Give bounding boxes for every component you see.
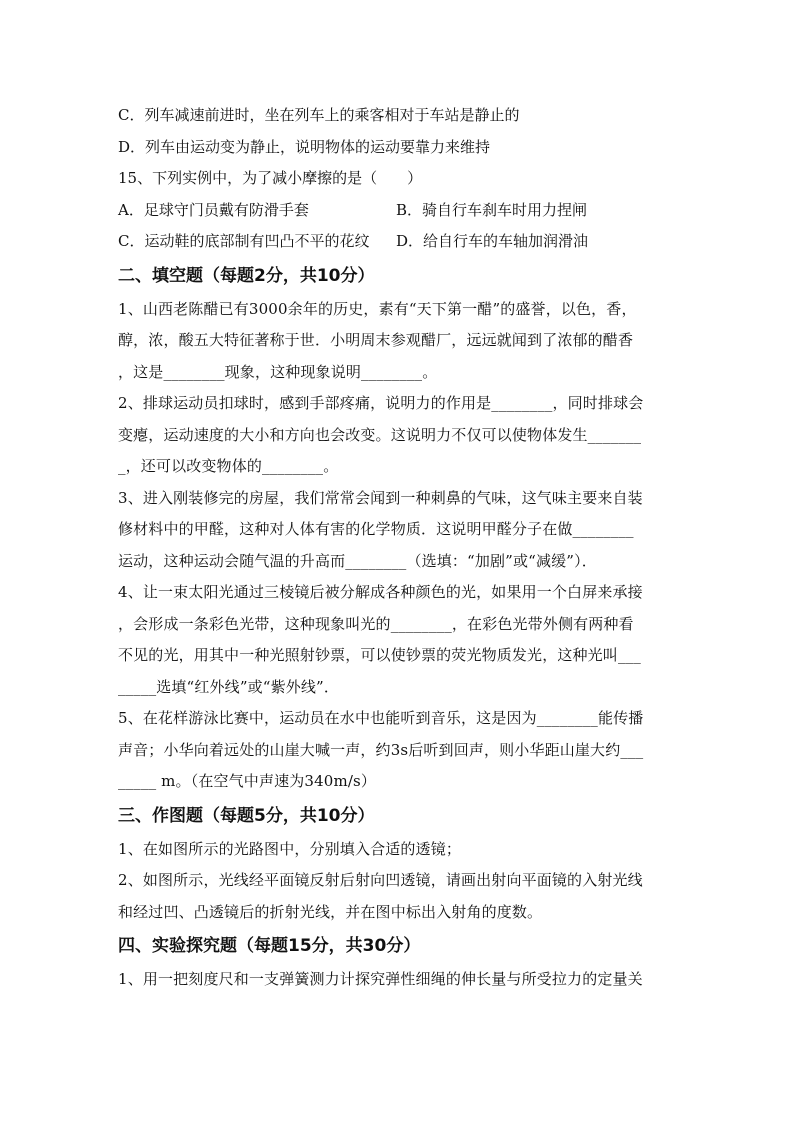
section3-q2 [118,865,678,928]
section3-title: 三、作图题（每题5分，共10分） [118,805,375,826]
section2-q4-line: 4、让一束太阳光通过三棱镜后被分解成各种颜色的光，如果用一个白屏来承接 [118,583,643,601]
section2-q3-line: 3、进入刚装修完的房屋，我们常常会闻到一种刺鼻的气味，这气味主要来自装 [118,488,643,507]
section2-q1-line: 1、山西老陈醋已有3000余年的历史，素有“天下第一醋”的盛誉，以色，香， [118,299,637,318]
section2-title: 二、填空题（每题2分，共10分） [118,265,375,286]
section2-q4-line: 不见的光，用其中一种光照射钞票，可以使钞票的荧光物质发光，这种光叫___ [118,646,641,664]
section3-q2-line: 2、如图所示，光线经平面镜反射后射向凹透镜，请画出射向平面镜的入射光线 [118,871,643,889]
q15-option-a: A．足球守门员戴有防滑手套 [118,200,309,219]
q14-option-c: C．列车减速前进时，坐在列车上的乘客相对于车站是静止的 [118,106,520,124]
q15-options-ab [118,195,678,227]
section2-q1-line: 醇，浓，酸五大特征著称于世．小明周末参观醋厂，远远就闻到了浓郁的醋香 [118,331,634,349]
section3-q1-line: 1、在如图所示的光路图中，分别填入合适的透镜； [118,839,461,858]
section2-q4 [118,577,678,703]
q15-option-b: B．骑自行车刹车时用力捏闸 [396,200,588,219]
section2-q2 [118,388,678,483]
section2-q5 [118,703,678,798]
section2-q1 [118,294,678,389]
section2-q5-line: 声音；小华向着远处的山崖大喊一声，约3s后听到回声，则小华距山崖大约___ [118,740,644,759]
q15-stem: 15、下列实例中，为了减小摩擦的是（ ） [118,169,423,187]
q15-option-d: D．给自行车的车轴加润滑油 [396,232,589,250]
section2-q3 [118,483,678,578]
section4-q1-line: 1、用一把刻度尺和一支弹簧测力计探究弹性细绳的伸长量与所受拉力的定量关 [118,970,643,988]
section2-q4-line: ，会形成一条彩色光带，这种现象叫光的________，在彩色光带外侧有两种看 [118,614,634,633]
section2-q2-line: 2、排球运动员扣球时，感到手部疼痛，说明力的作用是________，同时排球会 [118,394,644,412]
section2-q2-line: _，还可以改变物体的________。 [118,457,339,475]
section2-q3-line: 修材料中的甲醛，这种对人体有害的化学物质．这说明甲醛分子在做________ [118,520,634,538]
section4-title: 四、实验探究题（每题15分，共30分） [118,936,421,956]
section2-q1-line: ，这是________现象，这种现象说明________。 [118,362,438,381]
section4-q1 [118,964,678,996]
section2-q3-line: 运动，这种运动会随气温的升高而________（选填：“加剧”或“减缓”）． [118,551,597,570]
section2-q5-line: 5、在花样游泳比赛中，运动员在水中也能听到音乐，这是因为________能传播 [118,709,644,727]
section2-q4-line: _____选填“红外线”或“紫外线”． [118,677,340,696]
section2-q5-line: _____ m。（在空气中声速为340m/s） [118,772,377,790]
section2-q2-line: 变瘪，运动速度的大小和方向也会改变。这说明力不仅可以使物体发生_______ [118,425,642,444]
q14-option-d: D．列车由运动变为静止，说明物体的运动要靠力来维持 [118,137,491,156]
section3-q1 [118,834,678,866]
q15-option-c: C．运动鞋的底部制有凹凸不平的花纹 [118,232,370,250]
exam-page [118,100,678,996]
section3-q2-line: 和经过凹、凸透镜后的折射光线，并在图中标出入射角的度数。 [118,902,543,921]
q15-options-cd [118,226,678,258]
